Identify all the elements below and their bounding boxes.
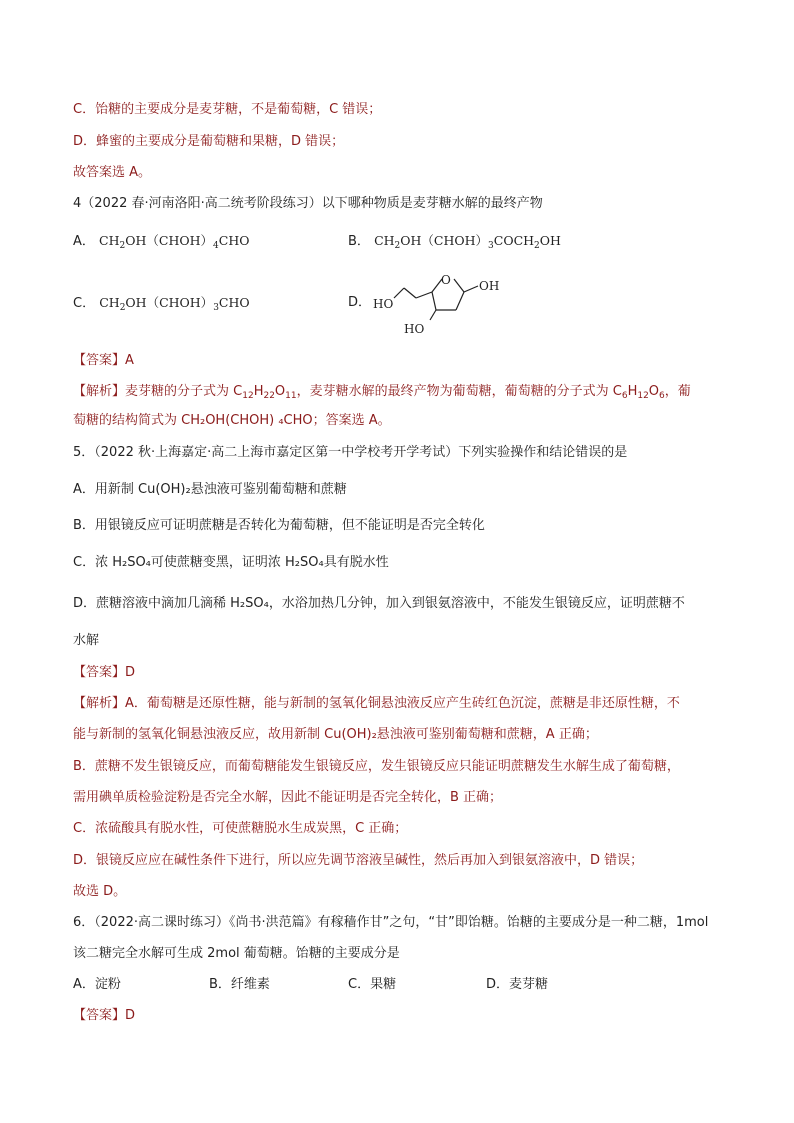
q4-option-a-formula: $CH_2OH(CHOH)_4CHO$ bbox=[99, 233, 250, 251]
q4-option-b: B． $CH_2OH(CHOH)_3COCH_2OH$ bbox=[348, 233, 561, 251]
q5-explanation-6: D．银镜反应应在碱性条件下进行，所以应先调节溶液呈碱性，然后再加入到银氨溶液中，D 错误； bbox=[73, 853, 644, 868]
ho-label-bottom: HO bbox=[404, 322, 425, 336]
q5-explanation-2: 能与新制的氢氧化铜悬浊液反应，故用新制 Cu(OH)₂悬浊液可鉴别葡萄糖和蔗糖，A 正确； bbox=[73, 727, 598, 742]
line-c-explanation: C．饴糖的主要成分是麦芽糖，不是葡萄糖，C 错误； bbox=[73, 102, 382, 117]
q6-option-a: A．淀粉 bbox=[73, 977, 121, 992]
question-6-stem-1: 6．（2022·高二课时练习）《尚书·洪范篇》有稼穑作甘”之句，“甘”即饴糖。饴糖的主要成分是一种二糖，1mol bbox=[73, 915, 709, 930]
oh-label-right: OH bbox=[479, 279, 500, 293]
q4-explanation-2: 萄糖的结构简式为 CH₂OH(CHOH) ₄CHO；答案选 A。 bbox=[73, 413, 391, 428]
q5-option-d-line1: D．蔗糖溶液中滴加几滴稀 H₂SO₄，水浴加热几分钟，加入到银氨溶液中，不能发生银镜反应，证明蔗糖不 bbox=[73, 596, 685, 611]
q4-answer: 【答案】A bbox=[73, 353, 134, 368]
q5-explanation-1: 【解析】A．葡萄糖是还原性糖，能与新制的氢氧化铜悬浊液反应产生砖红色沉淀，蔗糖是非还原性糖，不 bbox=[73, 696, 680, 711]
q6-option-b: B．纤维素 bbox=[209, 977, 270, 992]
q5-option-d-line2: 水解 bbox=[73, 633, 100, 648]
q5-explanation-3: B．蔗糖不发生银镜反应，而葡萄糖能发生银镜反应，发生银镜反应只能证明蔗糖发生水解生成了葡萄糖， bbox=[73, 759, 680, 774]
q4-explanation-1: 【解析】麦芽糖的分子式为 $C_{12}H_{22}O_{11}$，麦芽糖水解的最终产物为葡萄糖，葡萄糖的分子式为 $C_6H_{12}O_6$，葡 bbox=[73, 384, 691, 401]
q5-explanation-4: 需用碘单质检验淀粉是否完全水解，因此不能证明是否完全转化，B 正确； bbox=[73, 790, 503, 805]
q6-option-c: C．果糖 bbox=[348, 977, 397, 992]
q5-answer: 【答案】D bbox=[73, 665, 136, 680]
furanose-structure bbox=[368, 262, 508, 342]
line-d-explanation: D．蜂蜜的主要成分是葡萄糖和果糖，D 错误； bbox=[73, 134, 345, 149]
q5-option-b: B．用银镜反应可证明蔗糖是否转化为葡萄糖，但不能证明是否完全转化 bbox=[73, 518, 485, 533]
q5-explanation-7: 故选 D。 bbox=[73, 884, 127, 899]
q5-option-a: A．用新制 Cu(OH)₂悬浊液可鉴别葡萄糖和蔗糖 bbox=[73, 482, 347, 497]
q4-option-b-formula: $CH_2OH(CHOH)_3COCH_2OH$ bbox=[374, 233, 561, 251]
ring-oxygen-label: O bbox=[441, 273, 451, 287]
q5-explanation-5: C．浓硫酸具有脱水性，可使蔗糖脱水生成炭黑，C 正确； bbox=[73, 821, 408, 836]
q4-option-c-formula: $CH_2OH(CHOH)_3CHO$ bbox=[99, 295, 250, 313]
question-5-stem: 5．（2022 秋·上海嘉定·高二上海市嘉定区第一中学校考开学考试）下列实验操作和结论错误的是 bbox=[73, 445, 628, 460]
q5-option-c: C．浓 H₂SO₄可使蔗糖变黑，证明浓 H₂SO₄具有脱水性 bbox=[73, 555, 389, 570]
question-4-stem: 4（2022 春·河南洛阳·高二统考阶段练习）以下哪种物质是麦芽糖水解的最终产物 bbox=[73, 196, 543, 211]
q4-option-d-label: D． bbox=[348, 295, 372, 310]
q4-option-c: C． $CH_2OH(CHOH)_3CHO$ bbox=[73, 295, 250, 313]
line-answer-conclusion: 故答案选 A。 bbox=[73, 165, 152, 180]
question-6-stem-2: 该二糖完全水解可生成 2mol 葡萄糖。饴糖的主要成分是 bbox=[73, 946, 400, 961]
q6-option-d: D．麦芽糖 bbox=[486, 977, 549, 992]
q6-answer: 【答案】D bbox=[73, 1008, 136, 1023]
q4-option-a: A． $CH_2OH(CHOH)_4CHO$ bbox=[73, 233, 250, 251]
ho-label-left: HO bbox=[373, 297, 394, 311]
